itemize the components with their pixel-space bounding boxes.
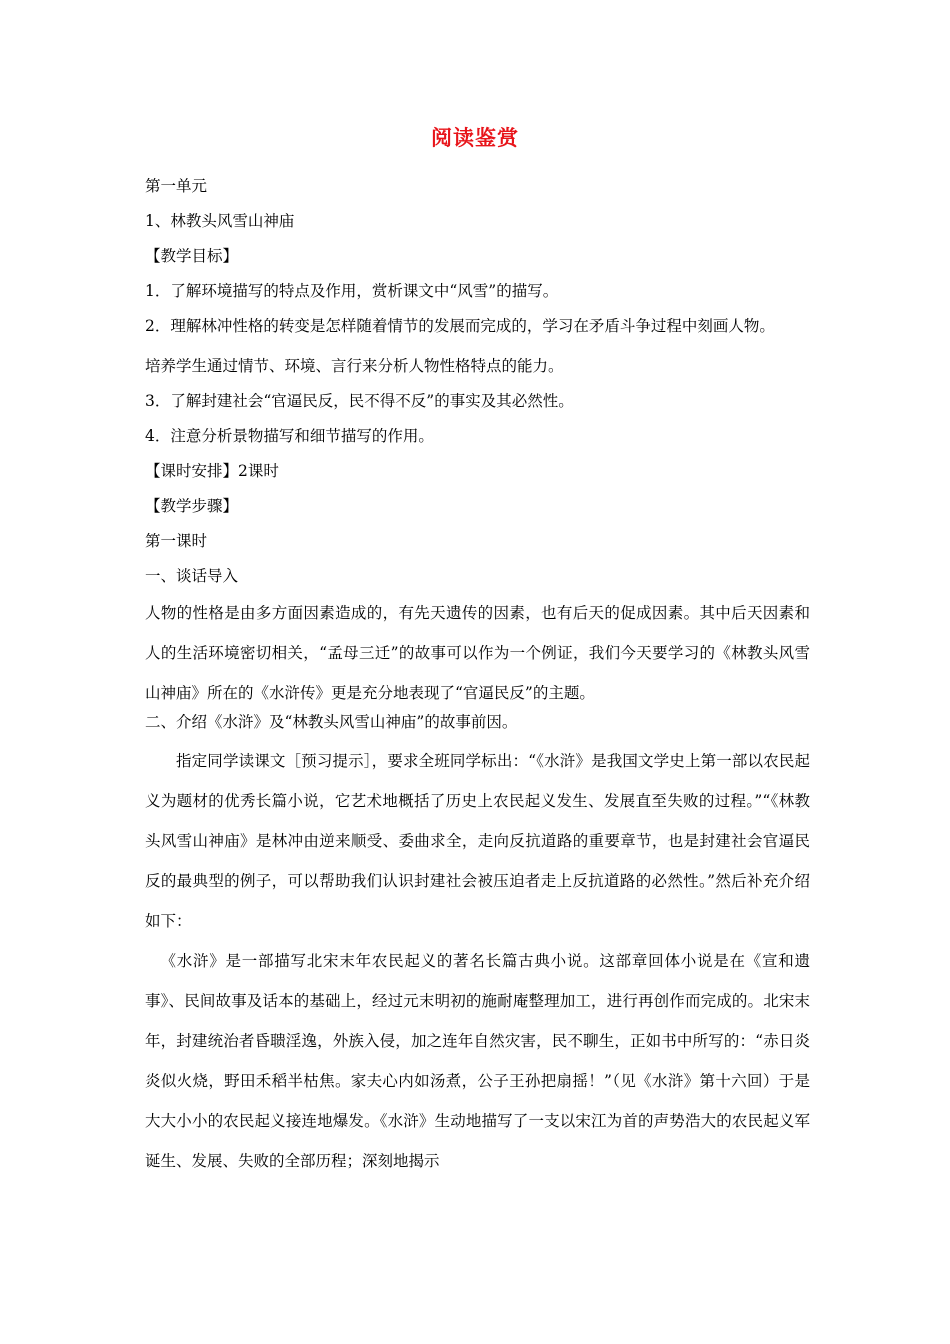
section-paragraph: 人物的性格是由多方面因素造成的，有先天遗传的因素，也有后天的促成因素。其中后天因素和人的生活环境密切相关，“孟母三迁”的故事可以作为一个例证，我们今天要学习的《林教头风雪山神庙》所在的《水浒传》更是充分地表现了“官逼民反”的主题。: [145, 604, 810, 702]
lesson-title: 1、林教头风雪山神庙: [145, 212, 295, 230]
schedule-line: 【课时安排】2课时: [145, 462, 279, 480]
objective-item: 培养学生通过情节、环境、言行来分析人物性格特点的能力。: [145, 357, 564, 375]
objective-item: 3．了解封建社会“官逼民反，民不得不反”的事实及其必然性。: [145, 392, 574, 410]
section-paragraph: 指定同学读课文［预习提示］，要求全班同学标出：“《水浒》是我国文学史上第一部以农民起义为题材的优秀长篇小说，它艺术地概括了历史上农民起义发生、发展直至失败的过程。”“《林教头风雪山神庙》是林冲由逆来顺受、委曲求全，走向反抗道路的重要章节，也是封建社会官逼民反的最典型的例子，可以帮助我们认识封建社会被压迫者走上反抗道路的必然性。”然后补充介绍如下：: [145, 752, 810, 930]
document-body: [145, 173, 810, 1181]
objective-item: 4．注意分析景物描写和细节描写的作用。: [145, 427, 434, 445]
unit-label: 第一单元: [145, 177, 208, 195]
section-heading: 一、谈话导入: [145, 567, 239, 585]
document-title: 阅读鉴赏: [431, 126, 519, 150]
objective-item: 1．了解环境描写的特点及作用，赏析课文中“风雪”的描写。: [145, 282, 559, 300]
steps-heading: 【教学步骤】: [145, 497, 239, 515]
objectives-heading: 【教学目标】: [145, 247, 239, 265]
objective-item: 2．理解林冲性格的转变是怎样随着情节的发展而完成的，学习在矛盾斗争过程中刻画人物。: [145, 317, 775, 335]
section-heading: 二、介绍《水浒》及“林教头风雪山神庙”的故事前因。: [145, 713, 518, 731]
period-heading: 第一课时: [145, 532, 208, 550]
section-paragraph: 《水浒》是一部描写北宋末年农民起义的著名长篇古典小说。这部章回体小说是在《宣和遗事》、民间故事及话本的基础上，经过元末明初的施耐庵整理加工，进行再创作而完成的。北宋末年，封建统治者昏聩淫逸，外族入侵，加之连年自然灾害，民不聊生，正如书中所写的：“赤日炎炎似火烧，野田禾稻半枯焦。家夫心内如汤煮，公子王孙把扇摇！”（见《水浒》第十六回）于是大大小小的农民起义接连地爆发。《水浒》生动地描写了一支以宋江为首的声势浩大的农民起义军诞生、发展、失败的全部历程；深刻地揭示: [145, 952, 810, 1170]
